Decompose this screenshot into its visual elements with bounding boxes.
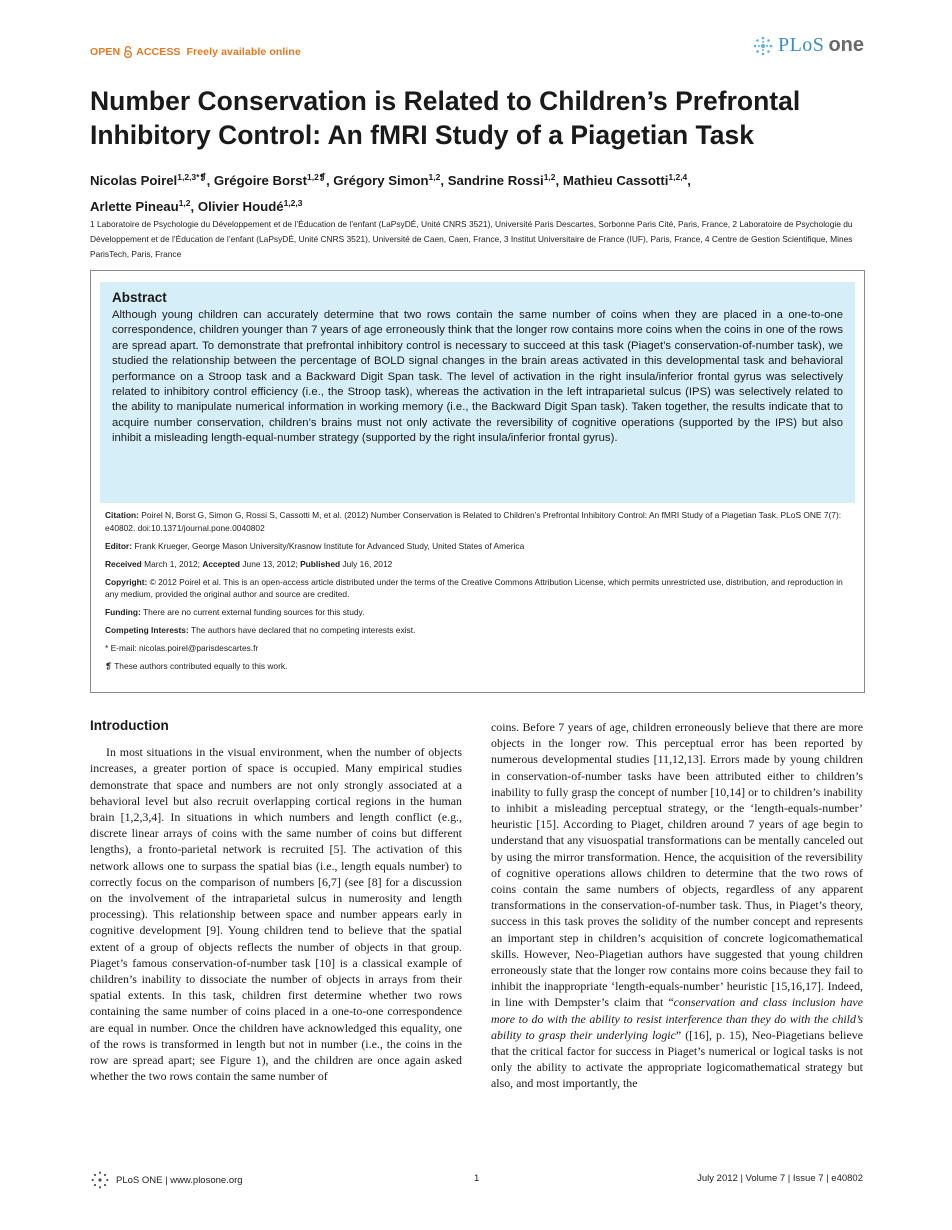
author[interactable]: Mathieu Cassotti$^{1,2,4}$ — [562, 172, 688, 188]
open-access-banner — [90, 46, 301, 58]
abstract-box — [100, 282, 855, 503]
equal-contribution-note: ❡ These authors contributed equally to this work. — [105, 661, 288, 671]
article-metadata — [105, 509, 851, 678]
access-label: ACCESS — [136, 46, 181, 58]
plos-dots-icon — [752, 35, 774, 57]
corresponding-email[interactable]: * E-mail: nicolas.poirel@parisdescartes.fr — [105, 643, 259, 653]
citation: Citation: Poirel N, Borst G, Simon G, Rossi S, Cassotti M, et al. (2012) Number Conservation is Related to Children’s Prefrontal Inhibitory Control: An fMRI Study of a Piagetian Task. PLoS ONE 7(7): e40802. doi:10.1371/journal.pone.0040802 — [105, 510, 842, 533]
author-list: Nicolas Poirel$^{1,2,3*❡}$, Grégoire Borst$^{1,2❡}$, Grégory Simon$^{1,2}$, Sandrine Rossi$^{1,2}$, Mathieu Cassotti$^{1,2,4}$, Arlette Pineau$^{1,2}$, Olivier Houdé$^{1,2,3}$ — [90, 172, 691, 214]
intro-paragraph-1: In most situations in the visual environment, when the number of objects increases, a greater portion of space is occupied. Many empirical studies demonstrate that space and numbers are not only strongly associated at a behavioral level but also recruit overlapping cortical regions in the human brain [1,2,3,4]. In situations in which numbers and length conflict (e.g., discrete linear arrays of coins with the same number of coins but different lengths), a fronto-parietal network is recruited [5]. The activation of this network allows one to surpass the spatial bias (i.e., length equals number) to correctly focus on the comparison of numbers [6,7] (see [8] for a discussion on the involvement of the intraparietal sulcus in numerosity and length processing). This relationship between space and number appears early in cognitive development [9]. Young children tend to believe that the spatial extent of a group of objects reflects the number of objects in that group. Piaget’s famous conservation-of-number task [10] is a classical example of children’s inability to dissociate the number of objects in arrays from their spatial extents. In this task, children first determine whether two rows containing the same number of coins placed in a one-to-one correspondence are equal in number. Once the children have acknowledged this equality, one of the rows is transformed in length but not in number (i.e., the coins in the row are spread apart; see Figure 1), and the children are once again asked whether the two rows contain the same number of — [90, 745, 462, 1084]
page-number: 1 — [474, 1173, 480, 1184]
author[interactable]: Olivier Houdé$^{1,2,3}$ — [197, 198, 303, 214]
editor: Editor: Frank Krueger, George Mason University/Krasnow Institute for Advanced Study, United States of America — [105, 540, 525, 551]
intro-paragraph-continued: coins. Before 7 years of age, children erroneously believe that there are more objects in the longer row. This perceptual error has been reported by numerous developmental studies [11,12,13]. Errors made by young children in conservation-of-number tasks have been attributed either to children’s inability to fully grasp the concept of number [10,14] or to children’s inability to inhibit a misleading perceptual strategy, or the ‘length-equals-number’ heuristic [15]. According to Piaget, children around 7 years of age begin to understand that any visuospatial transformations can be mentally canceled out by using the mirror transformation. Hence, the acquisition of the reversibility of cognitive operations allows children to determine that the two rows of coins contain the same numbers of objects, regardless of any apparent transformations in the conservation-of-number task. Thus, in Piaget’s theory, success in this task proves the solidity of the number concept and represents an important step in children’s acquisition of concrete logicomathematical skills. However, Neo-Piagetian authors have suggested that young children erroneously state that the longer row contains more coins because they fail to inhibit the inappropriate ‘length-equals-number’ heuristic [15,16,17]. Indeed, in line with Dempster’s claim that “conservation and class inclusion have more to do with the ability to resist interference than they do with the child’s ability to grasp their underlying logic” ([16], p. 15), Neo-Piagetians believe that the critical factor for success in Piaget’s numerical or logical tasks is not only the ability to activate the appropriate logicomathematical strategy but also, and most importantly, the — [491, 720, 863, 1091]
open-lock-icon — [123, 46, 133, 58]
dempster-quote: conservation and class inclusion have more to do with the ability to resist interference than they do with the child’s ability to grasp their underlying logic — [491, 995, 863, 1042]
footer-journal[interactable]: PLoS ONE | www.plosone.org — [116, 1174, 243, 1186]
logo-plos-text: PLoS — [777, 34, 825, 56]
author[interactable]: Sandrine Rossi$^{1,2}$ — [447, 172, 556, 188]
author[interactable]: Arlette Pineau$^{1,2}$ — [90, 198, 191, 214]
open-label: OPEN — [90, 46, 121, 58]
copyright: Copyright: © 2012 Poirel et al. This is an open-access article distributed under the terms of the Creative Commons Attribution License, which permits unrestricted use, distribution, and reproduction in any medium, provided the original author and source are credited. — [105, 576, 843, 599]
logo-one-text: one — [828, 34, 864, 56]
dates: Received March 1, 2012; Accepted June 13, 2012; Published July 16, 2012 — [105, 558, 393, 569]
plos-one-logo — [752, 34, 864, 57]
abstract-frame — [90, 270, 865, 693]
author[interactable]: Grégoire Borst$^{1,2❡}$ — [213, 172, 326, 188]
column-right — [491, 719, 863, 1092]
competing-interests: Competing Interests: The authors have declared that no competing interests exist. — [105, 625, 416, 635]
affiliations: 1 Laboratoire de Psychologie du Développement et de l’Éducation de l’enfant (LaPsyDÉ, Unité CNRS 3521), Université Paris Descartes, Sorbonne Paris Cité, Paris, France, 2 Laboratoire de Psychologie du Développement et de l’Éducation de l’enfant (LaPsyDÉ, Unité CNRS 3521), Université de Caen, Caen, France, 3 Institut Universitaire de France (IUF), Paris, France, 4 Centre de Gestion Scientifique, Mines ParisTech, Paris, France — [90, 219, 853, 259]
page-footer — [90, 1170, 863, 1190]
article-title: Number Conservation is Related to Children’s Prefrontal Inhibitory Control: An fMRI Study of a Piagetian Task — [90, 86, 801, 150]
plos-dots-icon — [90, 1170, 110, 1190]
column-left — [90, 718, 462, 1084]
abstract-heading: Abstract — [112, 290, 167, 305]
abstract-text: Although young children can accurately determine that two rows contain the same number of coins when they are placed in a one-to-one correspondence, children younger than 7 years of age erroneously think that the longer row contains more coins when the coins in one of the rows are spread apart. To demonstrate that prefrontal inhibitory control is necessary to succeed at this task (Piaget’s conservation-of-number task), we studied the relationship between the percentage of BOLD signal changes in the brain areas activated in this developmental task and behavioral performance on a Stroop task and a Backward Digit Span task. The level of activation in the right insula/inferior frontal gyrus was selectively related to inhibitory control efficiency (i.e., the Stroop task), whereas the activation in the left intraparietal sulcus (IPS) was selectively related to the ability to manipulate numerical information in working memory (i.e., the Backward Digit Span task). Taken together, the results indicate that to acquire number conservation, children’s brains must not only activate the reversibility of cognitive operations (supported by the IPS) but also inhibit a misleading length-equal-number strategy (supported by the right insula/inferior frontal gyrus). — [112, 309, 843, 445]
introduction-heading: Introduction — [90, 718, 169, 733]
footer-issue: July 2012 | Volume 7 | Issue 7 | e40802 — [697, 1173, 863, 1184]
freely-available-label: Freely available online — [186, 46, 301, 58]
author[interactable]: Grégory Simon$^{1,2}$ — [333, 172, 441, 188]
author[interactable]: Nicolas Poirel$^{1,2,3*❡}$ — [90, 172, 207, 188]
funding: Funding: There are no current external funding sources for this study. — [105, 607, 365, 617]
